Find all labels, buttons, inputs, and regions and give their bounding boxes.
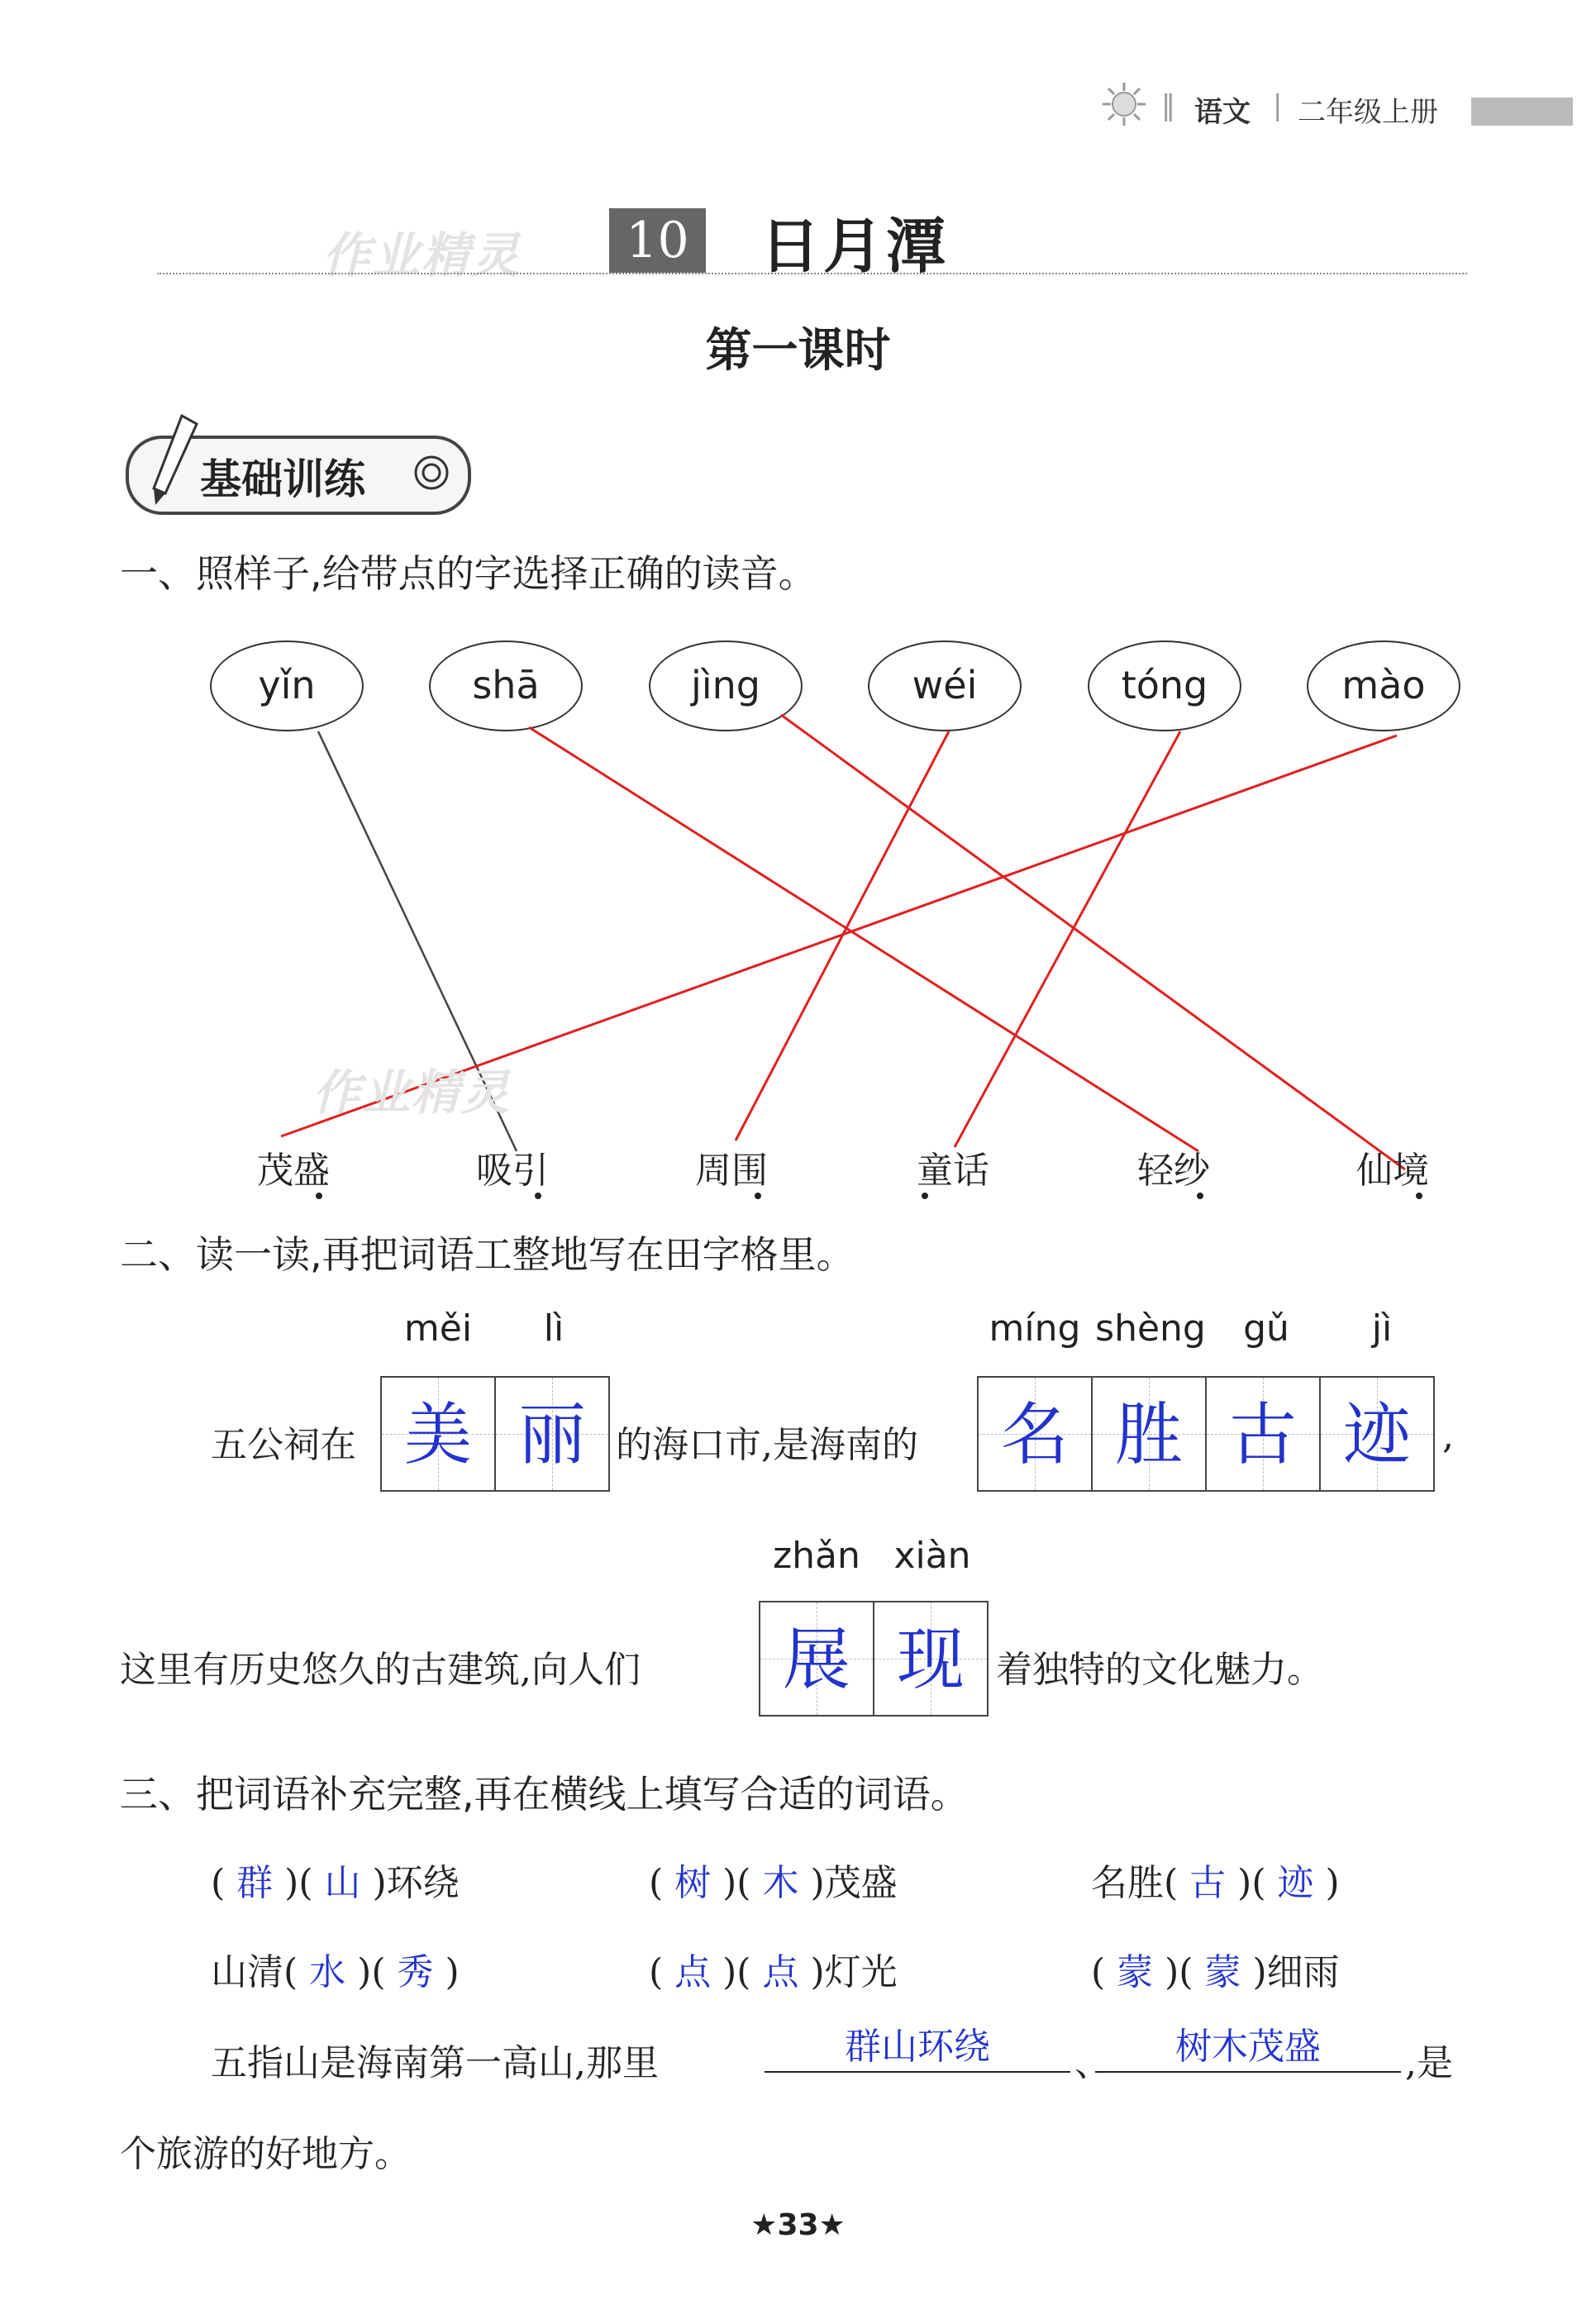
grid-char: 胜 xyxy=(1114,1396,1183,1474)
lesson-title: 日月潭 xyxy=(760,211,950,281)
emphasis-dot xyxy=(535,1193,541,1199)
sentence-text: 这里有历史悠久的古建筑,向人们 xyxy=(120,1649,641,1691)
word-item: 童话 xyxy=(917,1150,989,1192)
blank-fill[interactable]: 古 xyxy=(1189,1862,1227,1904)
idiom-tail: )细雨 xyxy=(1252,1951,1340,1993)
word-item: 轻纱 xyxy=(1137,1150,1210,1192)
tianzige-cell[interactable] xyxy=(494,1376,610,1492)
tianzige-cell[interactable] xyxy=(1319,1376,1435,1492)
star-icon: ★ xyxy=(750,2208,778,2242)
grid-char: 丽 xyxy=(517,1396,586,1474)
answer-line xyxy=(529,727,1198,1151)
emphasis-dot xyxy=(922,1193,928,1199)
q2-title: 二、读一读,再把词语工整地写在田字格里。 xyxy=(120,1232,855,1277)
sentence-text: 五指山是海南第一高山,那里 xyxy=(211,2042,659,2084)
grid-char: 展 xyxy=(782,1621,850,1699)
sentence-text: , xyxy=(1442,1415,1454,1457)
idiom-tail: )灯光 xyxy=(810,1951,898,1993)
grid-char: 美 xyxy=(403,1396,472,1474)
pinyin-oval: yǐn xyxy=(210,640,364,731)
pinyin-oval: tóng xyxy=(1088,640,1241,731)
idiom-group: ( 树 )( 木 )茂盛 xyxy=(649,1862,898,1904)
blank-fill[interactable]: 水 xyxy=(309,1951,346,1993)
blank-fill[interactable]: 秀 xyxy=(397,1951,434,1993)
star-icon: ★ xyxy=(818,2208,846,2242)
emphasis-dot xyxy=(755,1193,761,1199)
word-item: 茂盛 xyxy=(257,1150,330,1192)
sentence-text: 着独特的文化魅力。 xyxy=(996,1649,1323,1691)
fill-line-2[interactable]: 树木茂盛 xyxy=(1095,2017,1401,2073)
blank-fill[interactable]: 木 xyxy=(762,1862,799,1904)
idiom-group: ( 点 )( 点 )灯光 xyxy=(649,1951,898,1993)
grid-char: 迹 xyxy=(1342,1396,1411,1474)
sentence-text: ,是 xyxy=(1405,2042,1453,2084)
idiom-tail: )环绕 xyxy=(372,1862,460,1904)
watermark: 作业精灵 xyxy=(322,227,522,283)
blank-fill[interactable]: 蒙 xyxy=(1117,1951,1154,1993)
word-item: 周围 xyxy=(695,1150,768,1192)
sentence-text: 、 xyxy=(1074,2042,1111,2084)
blank-fill[interactable]: 点 xyxy=(674,1951,712,1993)
blank-fill[interactable]: 蒙 xyxy=(1204,1951,1241,1993)
emphasis-dot xyxy=(316,1193,322,1199)
pinyin-label: zhǎn xyxy=(773,1535,860,1577)
pinyin-label: xiàn xyxy=(893,1535,971,1577)
sentence-text: 五公祠在 xyxy=(211,1424,356,1466)
blank-fill[interactable]: 点 xyxy=(762,1951,799,1993)
pinyin-oval: wéi xyxy=(868,640,1022,731)
section-badge-label: 基础训练 xyxy=(200,455,365,503)
emphasis-dot xyxy=(1197,1193,1203,1199)
pinyin-label: jì xyxy=(1371,1307,1393,1350)
lesson-number: 10 xyxy=(609,208,706,273)
blank-fill[interactable]: 树 xyxy=(674,1862,712,1904)
header-divider: | xyxy=(1273,89,1283,122)
emphasis-dot xyxy=(1416,1193,1422,1199)
pinyin-oval: jìng xyxy=(649,640,803,731)
pinyin-label: shèng xyxy=(1095,1307,1206,1350)
pinyin-label: měi xyxy=(403,1307,473,1350)
pinyin-label: míng xyxy=(989,1307,1081,1350)
pinyin-oval: shā xyxy=(429,640,583,731)
word-item: 仙境 xyxy=(1356,1150,1429,1192)
pinyin-label: lì xyxy=(543,1307,565,1350)
page-number: ★33★ xyxy=(750,2208,846,2242)
sentence-text: 个旅游的好地方。 xyxy=(120,2133,411,2175)
q3-title: 三、把词语补充完整,再在横线上填写合适的词语。 xyxy=(120,1772,969,1817)
grid-char: 古 xyxy=(1228,1396,1297,1474)
lesson-subtitle: 第一课时 xyxy=(705,324,891,378)
idiom-head: 名胜( xyxy=(1091,1862,1179,1904)
pinyin-label: gǔ xyxy=(1243,1307,1289,1350)
grid-char: 名 xyxy=(1000,1396,1069,1474)
blank-fill[interactable]: 群 xyxy=(236,1862,274,1904)
tianzige-cell[interactable] xyxy=(380,1376,496,1492)
tianzige-cell[interactable] xyxy=(977,1376,1093,1492)
answer-line xyxy=(955,731,1180,1147)
answer-line xyxy=(781,715,1405,1169)
idiom-group: 名胜( 古 )( 迹 ) xyxy=(1091,1862,1340,1904)
header-subject: 语文 xyxy=(1194,96,1251,129)
tianzige-cell[interactable] xyxy=(1205,1376,1321,1492)
idiom-group: ( 蒙 )( 蒙 )细雨 xyxy=(1091,1951,1340,1993)
header-grade: 二年级上册 xyxy=(1298,96,1438,129)
grid-char: 现 xyxy=(896,1621,965,1699)
blank-fill[interactable]: 山 xyxy=(324,1862,361,1904)
idiom-tail: )茂盛 xyxy=(810,1862,898,1904)
pinyin-oval: mào xyxy=(1307,640,1460,731)
tianzige-cell[interactable] xyxy=(1091,1376,1207,1492)
word-item: 吸引 xyxy=(476,1150,549,1192)
q1-title: 一、照样子,给带点的字选择正确的读音。 xyxy=(120,551,817,596)
idiom-group: ( 群 )( 山 )环绕 xyxy=(211,1862,460,1904)
fill-line-1[interactable]: 群山环绕 xyxy=(765,2017,1070,2073)
idiom-head: 山清( xyxy=(211,1951,298,1993)
watermark: 作业精灵 xyxy=(312,1064,512,1121)
sentence-text: 的海口市,是海南的 xyxy=(616,1424,918,1466)
idiom-group: 山清( 水 )( 秀 ) xyxy=(211,1951,460,1993)
tianzige-cell[interactable] xyxy=(759,1601,874,1717)
header-divider: ‖ xyxy=(1161,89,1175,122)
tianzige-cell[interactable] xyxy=(873,1601,989,1717)
blank-fill[interactable]: 迹 xyxy=(1277,1862,1314,1904)
